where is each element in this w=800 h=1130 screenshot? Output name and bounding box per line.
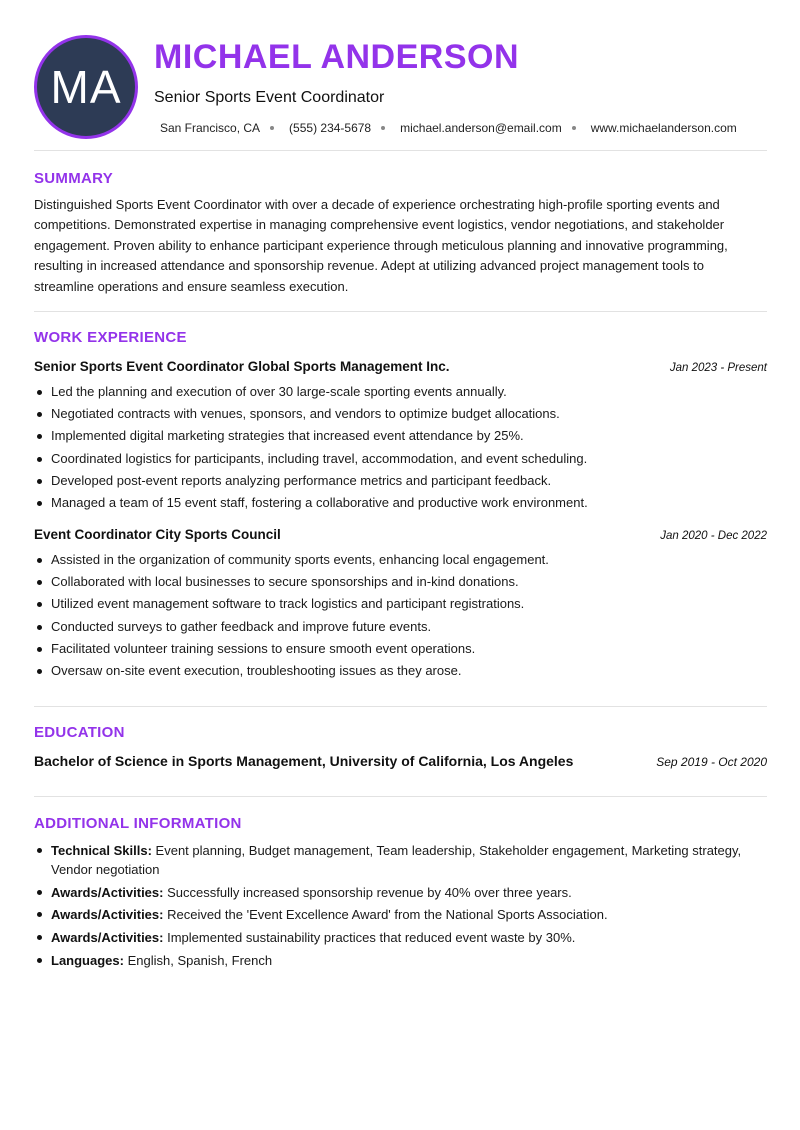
list-item: Utilized event management software to track logistics and participant registrations. — [34, 593, 767, 615]
list-item — [34, 928, 767, 947]
list-item: Coordinated logistics for participants, including travel, accommodation, and event scheduling. — [34, 448, 767, 470]
education-heading: EDUCATION — [34, 724, 125, 741]
job-date: Jan 2023 - Present — [669, 362, 767, 374]
education-entry — [34, 753, 767, 769]
job-role: Senior Sports Event Coordinator Global Sports Management Inc. — [34, 359, 450, 374]
contact-phone[interactable]: (555) 234-5678 — [289, 121, 372, 135]
list-item: Collaborated with local businesses to secure sponsorships and in-kind donations. — [34, 571, 767, 593]
divider — [34, 150, 767, 151]
summary-text: Distinguished Sports Event Coordinator with over a decade of experience orchestrating high-profile sporting events and competitions. Demonstrated expertise in managing comprehensive event logistics, vendor negotiations, and stakeholder engagement. Proven ability to enhance participant experience through meticulous planning and innovative programming, resulting in increased attendance and sponsorship revenue. Adept at utilizing advanced project management tools to streamline operations and ensure seamless execution. — [34, 197, 728, 294]
job-header — [34, 527, 767, 542]
contact-website[interactable]: www.michaelanderson.com — [590, 121, 737, 135]
divider — [34, 796, 767, 797]
job-role: Event Coordinator City Sports Council — [34, 527, 281, 542]
item-text: English, Spanish, French — [127, 952, 273, 968]
item-text: Implemented sustainability practices that reduced event waste by 30%. — [167, 929, 576, 945]
contact-email[interactable]: michael.anderson@email.com — [400, 121, 562, 135]
item-text: Received the 'Event Excellence Award' from the National Sports Association. — [167, 907, 608, 922]
item-text: Successfully increased sponsorship revenue by 40% over three years. — [167, 884, 572, 900]
candidate-name: MICHAEL ANDERSON — [154, 38, 520, 76]
list-item: Negotiated contracts with venues, sponsors, and vendors to optimize budget allocations. — [34, 403, 767, 425]
list-item: Managed a team of 15 event staff, fostering a collaborative and productive work environment. — [34, 492, 767, 514]
contact-line — [160, 121, 737, 135]
dot-separator-icon — [572, 126, 576, 130]
avatar — [34, 35, 138, 139]
list-item — [34, 905, 767, 924]
list-item — [34, 841, 767, 879]
job-header — [34, 359, 767, 374]
avatar-initials: MA — [50, 61, 122, 113]
work-experience-heading: WORK EXPERIENCE — [34, 329, 187, 346]
list-item: Oversaw on-site event execution, troubleshooting issues as they arose. — [34, 660, 767, 682]
list-item: Facilitated volunteer training sessions to ensure smooth event operations. — [34, 638, 767, 660]
summary-heading: SUMMARY — [34, 170, 114, 187]
candidate-title: Senior Sports Event Coordinator — [154, 89, 385, 106]
list-item: Assisted in the organization of community sports events, enhancing local engagement. — [34, 549, 767, 571]
education-date: Sep 2019 - Oct 2020 — [656, 755, 767, 769]
additional-info-heading: ADDITIONAL INFORMATION — [34, 815, 242, 832]
item-label: Awards/Activities: — [51, 884, 164, 900]
degree: Bachelor of Science in Sports Management, University of California, Los Angeles — [34, 753, 574, 769]
item-label: Awards/Activities: — [51, 929, 164, 945]
divider — [34, 706, 767, 707]
item-label: Languages: — [51, 952, 124, 968]
item-label: Technical Skills: — [51, 843, 152, 858]
list-item — [34, 951, 767, 970]
job-date: Jan 2020 - Dec 2022 — [660, 530, 767, 542]
additional-info-list — [34, 841, 767, 973]
list-item — [34, 883, 767, 902]
divider — [34, 311, 767, 312]
list-item: Led the planning and execution of over 30 large-scale sporting events annually. — [34, 381, 767, 403]
contact-location: San Francisco, CA — [160, 121, 261, 135]
dot-separator-icon — [381, 126, 385, 130]
list-item: Conducted surveys to gather feedback and improve future events. — [34, 616, 767, 638]
list-item: Implemented digital marketing strategies that increased event attendance by 25%. — [34, 425, 767, 447]
job-bullets — [34, 381, 767, 514]
item-text: Event planning, Budget management, Team leadership, Stakeholder engagement, Marketing strategy, Vendor negotiation — [51, 843, 742, 877]
list-item: Developed post-event reports analyzing performance metrics and participant feedback. — [34, 470, 767, 492]
item-label: Awards/Activities: — [51, 907, 164, 922]
dot-separator-icon — [270, 126, 274, 130]
job-bullets — [34, 549, 767, 682]
